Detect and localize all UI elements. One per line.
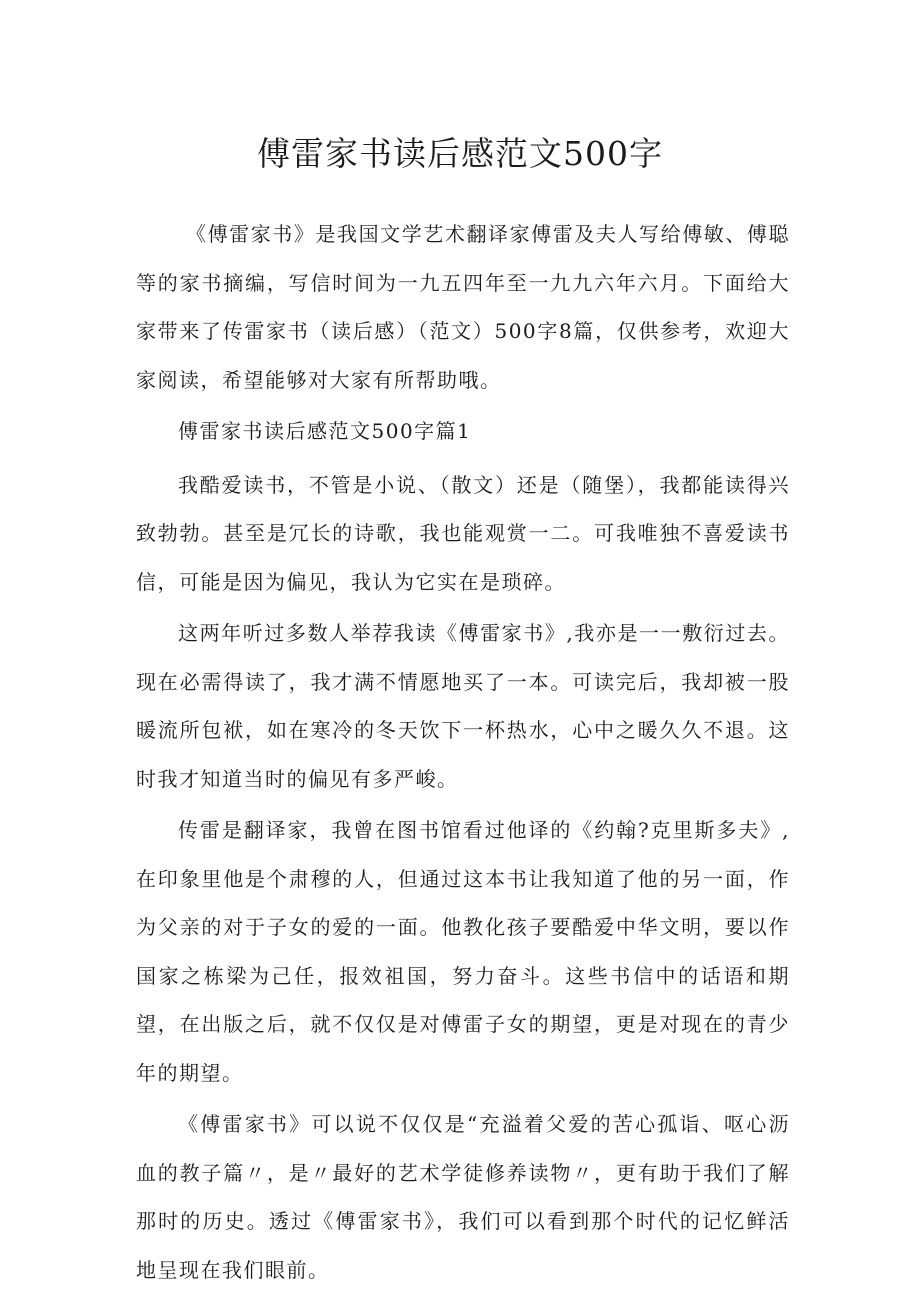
body-paragraph: 传雷是翻译家，我曾在图书馆看过他译的《约翰?克里斯多夫》,在印象里他是个肃穆的人，但通过这本书让我知道了他的另一面，作为父亲的对于子女的爱的一面。他教化孩子要酷爱中华文明，要以作国家之栋梁为己任，报效祖国，努力奋斗。这些书信中的话语和期望，在出版之后，就不仅仅是对傅雷子女的期望，更是对现在的青少年的期望。 — [136, 818, 790, 1085]
intro-paragraph: 《傅雷家书》是我国文学艺术翻译家傅雷及夫人写给傅敏、傅聪等的家书摘编，写信时间为一九五四年至一九九六年六月。下面给大家带来了传雷家书（读后感）（范文）500字8篇，仅供参考，欢迎大家阅读，希望能够对大家有所帮助哦。 — [136, 222, 790, 392]
body-paragraph: 这两年听过多数人举荐我读《傅雷家书》,我亦是一一敷衍过去。现在必需得读了，我才满不情愿地买了一本。可读完后，我却被一股暖流所包袱，如在寒冷的冬天饮下一杯热水，心中之暖久久不退。这时我才知道当时的偏见有多严峻。 — [136, 621, 790, 791]
body-paragraph: 我酷爱读书，不管是小说、（散文）还是（随堡），我都能读得兴致勃勃。甚至是冗长的诗歌，我也能观赏一二。可我唯独不喜爱读书信，可能是因为偏见，我认为它实在是琐碎。 — [136, 472, 790, 594]
document-body — [136, 210, 790, 1297]
section-heading: 傅雷家书读后感范文500字篇1 — [178, 419, 472, 443]
document-title: 傅雷家书读后感范文500字 — [257, 134, 663, 173]
body-paragraph: 《傅雷家书》可以说不仅仅是“充溢着父爱的苦心孤诣、呕心沥血的教子篇〃，是〃最好的艺术学徒修养读物〃，更有助于我们了解那时的历史。透过《傅雷家书》，我们可以看到那个时代的记忆鲜活地呈现在我们眼前。 — [136, 1112, 790, 1282]
